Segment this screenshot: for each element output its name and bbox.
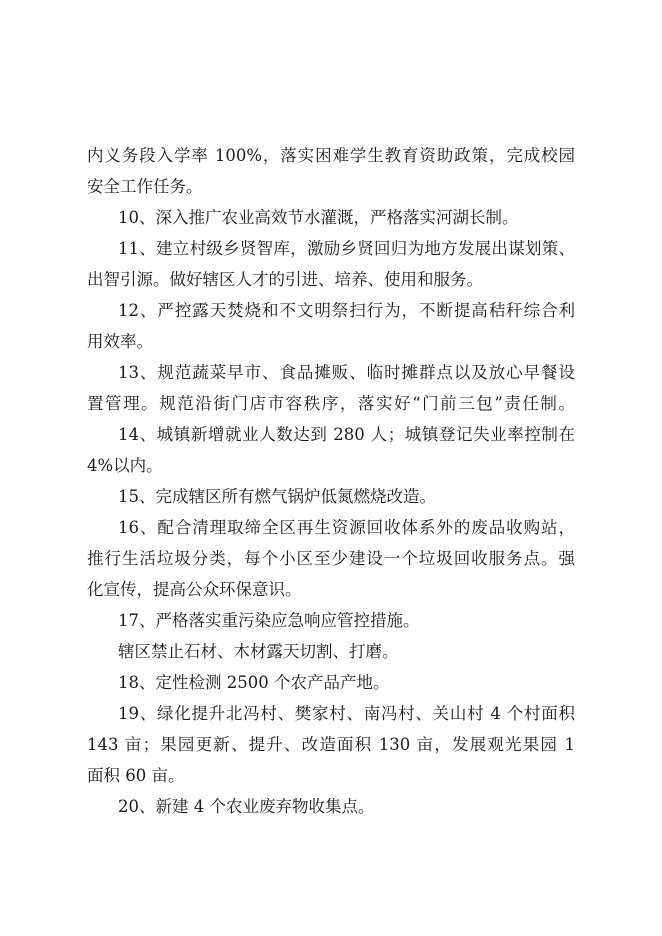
text-line: 18、定性检测 2500 个农产品产地。 [118, 673, 390, 692]
paragraph [87, 636, 575, 667]
paragraph [87, 791, 575, 822]
text-line: 面积 60 亩。 [87, 766, 185, 785]
text-line: 推行生活垃圾分类，每个小区至少建设一个垃圾回收服务点。强 [87, 549, 575, 568]
paragraph [87, 357, 575, 419]
paragraph [87, 419, 575, 481]
paragraph [87, 295, 575, 357]
paragraph [87, 481, 575, 512]
text-line: 20、新建 4 个农业废弃物收集点。 [118, 797, 375, 816]
paragraph [87, 605, 575, 636]
text-line: 13、规范蔬菜早市、食品摊贩、临时摊群点以及放心早餐设 [118, 363, 575, 382]
text-line: 11、建立村级乡贤智库，激励乡贤回归为地方发展出谋划策、 [118, 239, 575, 258]
paragraph [87, 698, 575, 791]
text-line: 辖区禁止石材、木材露天切割、打磨。 [118, 642, 399, 661]
text-line: 出智引源。做好辖区人才的引进、培养、使用和服务。 [87, 270, 483, 289]
text-line: 内义务段入学率 100%，落实困难学生教育资助政策，完成校园 [87, 146, 575, 165]
text-line: 12、严控露天焚烧和不文明祭扫行为，不断提高秸秆综合利 [118, 301, 575, 320]
text-line: 4%以内。 [87, 456, 163, 475]
paragraph [87, 202, 575, 233]
text-line: 14、城镇新增就业人数达到 280 人；城镇登记失业率控制在 [118, 425, 575, 444]
text-line: 化宣传，提高公众环保意识。 [87, 580, 302, 599]
paragraph [87, 512, 575, 605]
text-line: 10、深入推广农业高效节水灌溉，严格落实河湖长制。 [118, 208, 519, 227]
text-line: 安全工作任务。 [87, 177, 203, 196]
document-body [87, 140, 575, 822]
text-line: 用效率。 [87, 332, 153, 351]
text-line: 17、严格落实重污染应急响应管控措施。 [118, 611, 420, 630]
paragraph [87, 667, 575, 698]
text-line: 143 亩；果园更新、提升、改造面积 130 亩，发展观光果园 1 [87, 735, 575, 754]
paragraph [87, 140, 575, 202]
text-line: 15、完成辖区所有燃气锅炉低氮燃烧改造。 [118, 487, 436, 506]
paragraph [87, 233, 575, 295]
text-line: 置管理。规范沿街门店市容秩序，落实好“门前三包”责任制。 [87, 394, 575, 413]
text-line: 19、绿化提升北冯村、樊家村、南冯村、关山村 4 个村面积 [118, 704, 575, 723]
text-line: 16、配合清理取缔全区再生资源回收体系外的废品收购站， [118, 518, 575, 537]
